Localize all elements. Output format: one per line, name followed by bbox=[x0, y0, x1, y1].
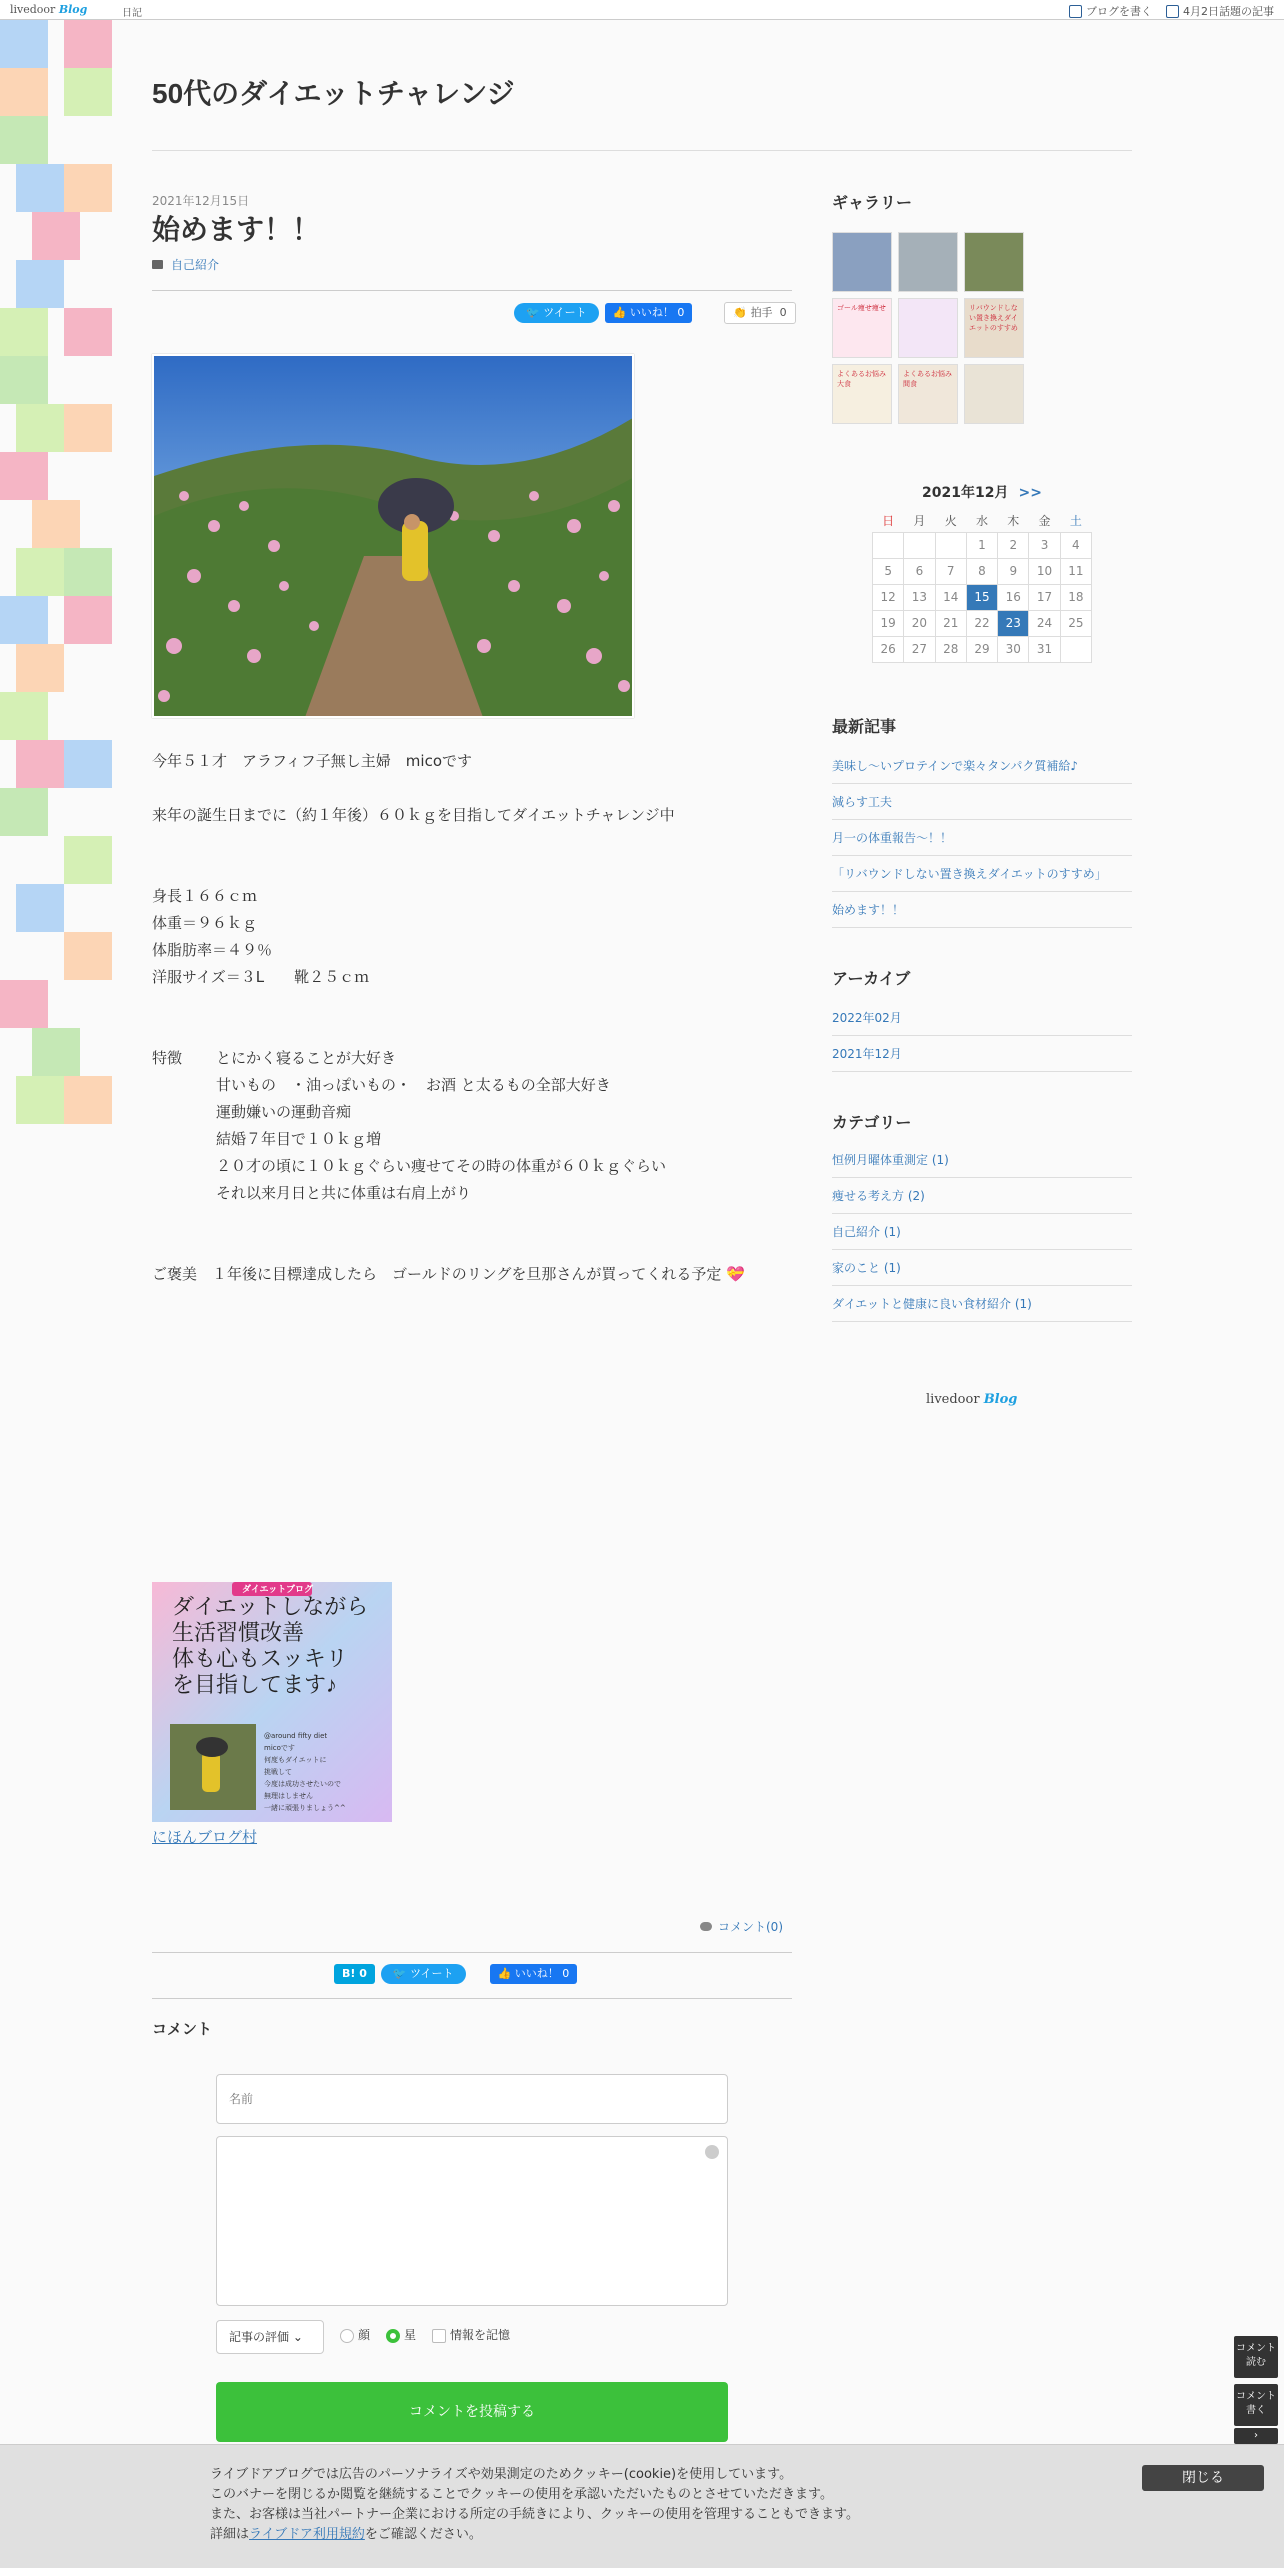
weekday-label: 月 bbox=[913, 514, 926, 529]
recent-post-link[interactable]: 減らす工夫 bbox=[832, 795, 893, 809]
category-link[interactable]: ダイエットと健康に良い食材紹介 (1) bbox=[832, 1297, 1032, 1311]
comment-textarea[interactable] bbox=[216, 2136, 728, 2306]
category-link[interactable]: 家のこと (1) bbox=[832, 1261, 901, 1275]
deco-square bbox=[0, 452, 48, 500]
calendar-day: 31 bbox=[1029, 636, 1060, 662]
gallery-grid bbox=[832, 232, 1024, 424]
deco-square bbox=[16, 404, 64, 452]
deco-square bbox=[64, 68, 112, 116]
calendar-day: 21 bbox=[935, 610, 966, 636]
banner-small: 無理はしません bbox=[264, 1792, 313, 1800]
calendar-day bbox=[904, 532, 935, 558]
save-info-checkbox[interactable] bbox=[432, 2326, 510, 2343]
calendar-day: 26 bbox=[873, 636, 904, 662]
topic-link[interactable] bbox=[1166, 3, 1274, 19]
deco-square bbox=[64, 20, 112, 68]
comment-heading: コメント bbox=[152, 2020, 213, 2038]
spacer bbox=[152, 775, 792, 802]
deco-square bbox=[64, 596, 112, 644]
pencil-icon bbox=[1069, 5, 1082, 18]
category-link[interactable]: 自己紹介 bbox=[171, 258, 220, 272]
gallery-thumbnail[interactable]: よくあるお悩み大食 bbox=[832, 364, 892, 424]
share-bar-bottom bbox=[334, 1964, 577, 1984]
category-list bbox=[832, 1142, 1132, 1322]
weekday-label: 水 bbox=[975, 514, 988, 529]
calendar-day: 3 bbox=[1029, 532, 1060, 558]
body-line: それ以来月日と共に体重は右肩上がり bbox=[216, 1184, 472, 1202]
checkbox-icon bbox=[432, 2329, 446, 2343]
emoji-icon[interactable] bbox=[705, 2145, 719, 2159]
deco-square bbox=[0, 68, 48, 116]
calendar-day: 10 bbox=[1029, 558, 1060, 584]
deco-square bbox=[0, 596, 48, 644]
banner-small: 今度は成功させたいので bbox=[264, 1780, 341, 1788]
tag-icon bbox=[152, 260, 163, 269]
calendar-title: 2021年12月 bbox=[922, 485, 1009, 501]
rating-label: 記事の評価 bbox=[229, 2330, 290, 2344]
next-arrow-button[interactable] bbox=[1234, 2428, 1278, 2444]
tweet-label: ツイート bbox=[410, 1967, 454, 1980]
calendar-day bbox=[935, 532, 966, 558]
hatena-bookmark-button[interactable]: B! 0 bbox=[334, 1964, 375, 1984]
recent-list bbox=[832, 748, 1132, 928]
banner-line: ダイエットしながら bbox=[172, 1594, 369, 1619]
terms-link[interactable]: ライブドア利用規約 bbox=[249, 2527, 365, 2542]
deco-square bbox=[64, 548, 112, 596]
body-line: 運動嫌いの運動音痴 bbox=[216, 1103, 352, 1121]
calendar-day: 24 bbox=[1029, 610, 1060, 636]
weekday-label: 木 bbox=[1007, 514, 1020, 529]
decorative-pattern bbox=[0, 20, 112, 1150]
radio-face-label: 顔 bbox=[358, 2328, 371, 2342]
banner-small: 一緒に頑張りましょう^^ bbox=[264, 1804, 346, 1812]
deco-square bbox=[16, 260, 64, 308]
banner-line: 生活習慣改善 bbox=[172, 1620, 305, 1645]
logo-brand: Blog bbox=[58, 3, 88, 16]
calendar-day: 2 bbox=[998, 532, 1029, 558]
cookie-text: をご確認ください。 bbox=[364, 2527, 482, 2542]
calendar-day: 1 bbox=[966, 532, 997, 558]
chevron-down-icon: ⌄ bbox=[292, 2330, 303, 2344]
body-line: 今年５１才 アラフィフ子無し主婦 micoです bbox=[152, 752, 473, 770]
calendar-day: 18 bbox=[1060, 584, 1091, 610]
like-button[interactable]: 👍 いいね！ 0 bbox=[605, 303, 693, 323]
deco-square bbox=[64, 932, 112, 980]
calendar-day[interactable]: 23 bbox=[998, 610, 1029, 636]
body-line: 洋服サイズ＝３L 靴２５ｃｍ bbox=[152, 968, 370, 986]
logo-text: livedoor bbox=[10, 3, 56, 16]
rating-select[interactable] bbox=[216, 2320, 324, 2354]
deco-square bbox=[64, 404, 112, 452]
deco-square bbox=[0, 788, 48, 836]
recent-post-link[interactable]: 月一の体重報告〜！！ bbox=[832, 831, 953, 845]
calendar-day: 4 bbox=[1060, 532, 1091, 558]
clap-label: 拍手 bbox=[750, 306, 773, 319]
calendar-next-link[interactable]: >> bbox=[1018, 485, 1042, 501]
calendar-day: 25 bbox=[1060, 610, 1091, 636]
cookie-line: このバナーを閉じるか閲覧を継続することでクッキーの使用を承認いただいたものとさせていただきます。 bbox=[210, 2487, 833, 2502]
share-bar-top bbox=[514, 302, 796, 324]
archive-heading: アーカイブ bbox=[832, 971, 911, 988]
banner-tag: ダイエットブログ bbox=[242, 1585, 314, 1595]
gallery-thumbnail[interactable] bbox=[832, 232, 892, 292]
archive-list bbox=[832, 1000, 1132, 1072]
calendar-day: 29 bbox=[966, 636, 997, 662]
blog-village-link[interactable]: にほんブログ村 bbox=[152, 1828, 258, 1846]
deco-square bbox=[64, 164, 112, 212]
diary-link[interactable]: 日記 bbox=[122, 8, 142, 19]
calendar-day: 28 bbox=[935, 636, 966, 662]
deco-square bbox=[0, 356, 48, 404]
read-comments-button[interactable]: コメント読む bbox=[1234, 2336, 1278, 2378]
site-title[interactable]: 50代のダイエットチャレンジ bbox=[152, 78, 515, 109]
post-category bbox=[152, 256, 219, 273]
category-item bbox=[832, 1178, 1132, 1214]
calendar-day bbox=[873, 532, 904, 558]
livedoor-blog-logo[interactable] bbox=[10, 3, 87, 16]
like-label: いいね！ 0 bbox=[514, 1967, 570, 1980]
footer-logo[interactable] bbox=[926, 1392, 1017, 1407]
recent-heading: 最新記事 bbox=[832, 719, 897, 736]
recent-post-link[interactable]: 「リバウンドしない置き換えダイエットのすすめ」 bbox=[832, 867, 1107, 881]
deco-square bbox=[16, 164, 64, 212]
calendar-day: 5 bbox=[873, 558, 904, 584]
body-line: 結婚７年目で１０ｋｇ増 bbox=[216, 1130, 382, 1148]
cookie-line: ライブドアブログでは広告のパーソナライズや効果測定のためクッキー(cookie)を使用しています。 bbox=[210, 2467, 793, 2482]
cookie-close-button[interactable]: 閉じる bbox=[1142, 2465, 1264, 2491]
calendar-day: 22 bbox=[966, 610, 997, 636]
rating-options bbox=[340, 2326, 510, 2343]
banner-line: を目指してます♪ bbox=[172, 1672, 338, 1697]
deco-square bbox=[32, 212, 80, 260]
body-line bbox=[152, 1045, 792, 1072]
footer-logo-brand: Blog bbox=[983, 1392, 1018, 1407]
gallery-thumbnail[interactable] bbox=[898, 232, 958, 292]
feature-text: とにかく寝ることが大好き bbox=[216, 1049, 397, 1067]
calendar-day: 8 bbox=[966, 558, 997, 584]
deco-square bbox=[16, 884, 64, 932]
recent-post-link[interactable]: 美味し〜いプロテインで楽々タンパク質補給♪ bbox=[832, 759, 1078, 773]
like-button[interactable]: 👍 いいね！ 0 bbox=[490, 1964, 578, 1984]
name-input[interactable] bbox=[216, 2074, 728, 2124]
radio-face[interactable] bbox=[340, 2326, 370, 2343]
calendar bbox=[872, 482, 1092, 663]
deco-square bbox=[16, 740, 64, 788]
category-link[interactable]: 自己紹介 (1) bbox=[832, 1225, 901, 1239]
calendar-day: 30 bbox=[998, 636, 1029, 662]
deco-square bbox=[64, 308, 112, 356]
banner-small: 何度もダイエットに bbox=[264, 1756, 327, 1764]
gallery-thumbnail[interactable]: ゴール痩せ痩せ bbox=[832, 298, 892, 358]
category-item bbox=[832, 1142, 1132, 1178]
body-line bbox=[152, 1261, 792, 1288]
deco-square bbox=[0, 116, 48, 164]
calendar-day: 9 bbox=[998, 558, 1029, 584]
divider bbox=[152, 150, 1132, 151]
like-label: いいね！ 0 bbox=[629, 306, 685, 319]
archive-link[interactable]: 2022年02月 bbox=[832, 1011, 902, 1025]
post-body bbox=[152, 748, 792, 1288]
spacer bbox=[152, 1207, 792, 1234]
calendar-day[interactable]: 15 bbox=[966, 584, 997, 610]
body-line: 甘いもの ・油っぽいもの・ お酒 と太るもの全部大好き bbox=[216, 1076, 611, 1094]
deco-square bbox=[32, 500, 80, 548]
divider bbox=[152, 1998, 792, 1999]
weekday-label: 火 bbox=[944, 514, 957, 529]
calendar-day: 27 bbox=[904, 636, 935, 662]
recent-post-item bbox=[832, 856, 1132, 892]
gallery-thumbnail[interactable]: リバウンドしない置き換えダイエットのすすめ bbox=[964, 298, 1024, 358]
recent-post-item bbox=[832, 748, 1132, 784]
calendar-day: 16 bbox=[998, 584, 1029, 610]
write-blog-link[interactable] bbox=[1069, 3, 1152, 19]
calendar-day: 13 bbox=[904, 584, 935, 610]
footer-logo-text: livedoor bbox=[926, 1392, 980, 1407]
radio-star[interactable] bbox=[386, 2326, 416, 2343]
deco-square bbox=[0, 20, 48, 68]
clap-count: 0 bbox=[779, 306, 787, 319]
post-title[interactable]: 始めます！！ bbox=[152, 214, 321, 245]
calendar-day: 12 bbox=[873, 584, 904, 610]
body-line: 体脂肪率＝４９％ bbox=[152, 941, 273, 959]
calendar-day bbox=[1060, 636, 1091, 662]
deco-square bbox=[0, 308, 48, 356]
category-heading: カテゴリー bbox=[832, 1115, 912, 1132]
cosmos-field-photo bbox=[154, 356, 634, 718]
category-link[interactable]: 恒例月曜体重測定 (1) bbox=[832, 1153, 949, 1167]
archive-item bbox=[832, 1036, 1132, 1072]
body-line: 来年の誕生日までに（約１年後）６０ｋｇを目指してダイエットチャレンジ中 bbox=[152, 806, 675, 824]
write-blog-label: ブログを書く bbox=[1086, 5, 1152, 18]
deco-square bbox=[16, 644, 64, 692]
recent-post-link[interactable]: 始めます！！ bbox=[832, 903, 905, 917]
archive-link[interactable]: 2021年12月 bbox=[832, 1047, 902, 1061]
banner-small: @around fifty diet bbox=[264, 1732, 328, 1740]
cookie-text: 詳細は bbox=[210, 2527, 250, 2542]
calendar-day: 19 bbox=[873, 610, 904, 636]
spacer bbox=[152, 991, 792, 1018]
calendar-day: 17 bbox=[1029, 584, 1060, 610]
gallery-thumbnail[interactable] bbox=[964, 364, 1024, 424]
calendar-day: 7 bbox=[935, 558, 966, 584]
calendar-table bbox=[872, 510, 1092, 663]
weekday-label: 金 bbox=[1038, 514, 1051, 529]
recent-post-item bbox=[832, 820, 1132, 856]
cookie-line bbox=[210, 2525, 859, 2545]
calendar-icon bbox=[1166, 5, 1179, 18]
post-date: 2021年12月15日 bbox=[152, 194, 250, 208]
top-bar bbox=[0, 0, 1284, 20]
deco-square bbox=[0, 980, 48, 1028]
save-info-label: 情報を記憶 bbox=[450, 2328, 511, 2342]
deco-square bbox=[0, 692, 48, 740]
banner-small: micoです bbox=[264, 1744, 295, 1752]
deco-square bbox=[16, 1076, 64, 1124]
feature-label: 特徴 bbox=[152, 1049, 183, 1067]
tweet-button[interactable]: 🐦 ツイート bbox=[514, 303, 599, 323]
spacer bbox=[152, 856, 792, 883]
radio-star-label: 星 bbox=[404, 2328, 417, 2342]
reward-text: ご褒美 １年後に目標達成したら ゴールドのリングを旦那さんが買ってくれる予定 bbox=[152, 1265, 722, 1283]
radio-icon bbox=[340, 2329, 354, 2343]
weekday-label: 日 bbox=[882, 514, 895, 529]
gallery-thumbnail[interactable] bbox=[898, 298, 958, 358]
category-item bbox=[832, 1250, 1132, 1286]
chevron-right-icon: › bbox=[1254, 2430, 1258, 2441]
category-link[interactable]: 痩せる考え方 (2) bbox=[832, 1189, 925, 1203]
weekday-label: 土 bbox=[1069, 514, 1082, 529]
body-line: 体重＝９６ｋｇ bbox=[152, 914, 258, 932]
blog-village-banner[interactable] bbox=[152, 1582, 392, 1822]
deco-square bbox=[32, 1028, 80, 1076]
gallery-heading: ギャラリー bbox=[832, 195, 913, 212]
body-line: ２０才の頃に１０ｋｇぐらい痩せてその時の体重が６０ｋｇぐらい bbox=[216, 1157, 667, 1175]
write-comment-button[interactable]: コメント書く bbox=[1234, 2384, 1278, 2426]
submit-comment-button[interactable]: コメントを投稿する bbox=[216, 2382, 728, 2442]
gallery-thumbnail[interactable] bbox=[964, 232, 1024, 292]
banner-small: 挑戦して bbox=[264, 1768, 292, 1776]
calendar-day: 14 bbox=[935, 584, 966, 610]
spacer bbox=[152, 829, 792, 856]
body-line: 身長１６６ｃｍ bbox=[152, 887, 258, 905]
calendar-day: 20 bbox=[904, 610, 935, 636]
tweet-button[interactable]: 🐦 ツイート bbox=[381, 1964, 466, 1984]
heart-emoji-icon: 💝 bbox=[726, 1265, 745, 1283]
deco-square bbox=[16, 548, 64, 596]
spacer bbox=[152, 1234, 792, 1261]
banner-line: 体も心もスッキリ bbox=[172, 1646, 348, 1671]
spacer bbox=[152, 1018, 792, 1045]
deco-square bbox=[64, 836, 112, 884]
topic-label: 4月2日話題の記事 bbox=[1183, 5, 1274, 18]
comment-count-label: コメント(0) bbox=[718, 1920, 783, 1934]
recent-post-item bbox=[832, 784, 1132, 820]
comment-bubble-icon bbox=[700, 1922, 712, 1931]
category-item bbox=[832, 1214, 1132, 1250]
post-photo[interactable] bbox=[152, 354, 634, 718]
radio-selected-icon bbox=[386, 2329, 400, 2343]
deco-square bbox=[64, 740, 112, 788]
gallery-thumbnail[interactable]: よくあるお悩み間食 bbox=[898, 364, 958, 424]
tweet-label: ツイート bbox=[543, 306, 587, 319]
deco-square bbox=[64, 1076, 112, 1124]
divider bbox=[152, 290, 792, 291]
cookie-banner bbox=[0, 2444, 1284, 2568]
cookie-line: また、お客様は当社パートナー企業における所定の手続きにより、クッキーの使用を管理することもできます。 bbox=[210, 2507, 859, 2522]
comment-count-link[interactable] bbox=[700, 1918, 783, 1935]
calendar-day: 6 bbox=[904, 558, 935, 584]
divider bbox=[152, 1952, 792, 1953]
archive-item bbox=[832, 1000, 1132, 1036]
category-item bbox=[832, 1286, 1132, 1322]
clap-button[interactable]: 👏 拍手 0 bbox=[724, 302, 795, 324]
calendar-day: 11 bbox=[1060, 558, 1091, 584]
recent-post-item bbox=[832, 892, 1132, 928]
